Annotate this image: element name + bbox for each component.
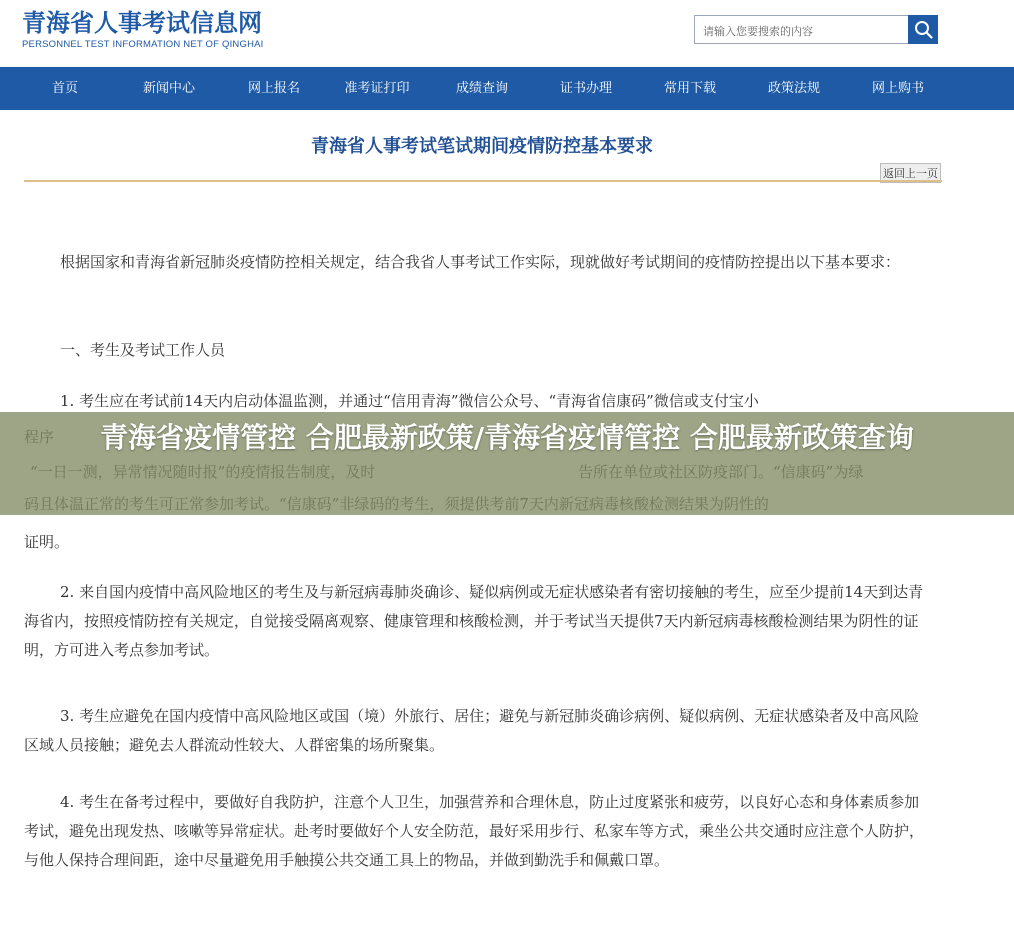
nav-item-news[interactable]: 新闻中心 xyxy=(142,81,195,96)
paragraph-3: 3. 考生应避免在国内疫情中高风险地区或国（境）外旅行、居住；避免与新冠肺炎确诊病例、疑似病例、无症状感染者及中高风险区域人员接触；避免去人群流动性较大、人群密集的场所聚集。 xyxy=(24,707,920,754)
search-icon xyxy=(914,20,933,39)
title-divider xyxy=(24,180,942,182)
paragraph-1-line-5: 证明。 xyxy=(24,533,70,551)
article-title: 青海省人事考试笔试期间疫情防控基本要求 xyxy=(311,136,653,157)
site-header xyxy=(0,0,1014,66)
paragraph-4: 4. 考生在备考过程中，要做好自我防护，注意个人卫生，加强营养和合理休息，防止过度紧张和疲劳，以良好心态和身体素质参加考试，避免出现发热、咳嗽等异常症状。赴考时要做好个人安全防范，最好采用步行、私家车等方式，乘坐公共交通时应注意个人防护，与他人保持合理间距，途中尽量避免用手触摸公共交通工具上的物品，并做到勤洗手和佩戴口罩。 xyxy=(24,793,925,869)
back-button[interactable]: 返回上一页 xyxy=(880,163,941,183)
site-logo[interactable] xyxy=(22,9,264,50)
paragraph-1-line-1: 1. 考生应在考试前14天内启动体温监测，并通过“信用青海”微信公众号、“青海省信康码”微信或支付宝小 xyxy=(60,392,759,410)
section-heading: 一、考生及考试工作人员 xyxy=(60,341,226,359)
logo-subtitle: PERSONNEL TEST INFORMATION NET OF QINGHAI xyxy=(22,39,264,50)
overlay-title: 青海省疫情管控 合肥最新政策/青海省疫情管控 合肥最新政策查询 xyxy=(100,421,914,454)
search-button[interactable] xyxy=(908,15,938,44)
paragraph-2: 2. 来自国内疫情中高风险地区的考生及与新冠病毒肺炎确诊、疑似病例或无症状感染者有密切接触的考生，应至少提前14天到达青海省内，按照疫情防控有关规定，自觉接受隔离观察、健康管理和核酸检测，并于考试当天提供7天内新冠病毒核酸检测结果为阴性的证明，方可进入考点参加考试。 xyxy=(24,583,924,659)
nav-item-buy-books[interactable]: 网上购书 xyxy=(871,81,924,96)
main-nav xyxy=(0,67,1014,110)
search-input[interactable]: 请输入您要搜索的内容 xyxy=(694,15,910,44)
nav-item-score-query[interactable]: 成绩查询 xyxy=(455,81,508,96)
nav-item-home[interactable]: 首页 xyxy=(51,81,78,96)
nav-item-downloads[interactable]: 常用下载 xyxy=(663,81,716,96)
logo-title: 青海省人事考试信息网 xyxy=(22,9,262,37)
nav-item-registration[interactable]: 网上报名 xyxy=(247,81,300,96)
paragraph-intro: 根据国家和青海省新冠肺炎疫情防控相关规定，结合我省人事考试工作实际，现就做好考试期间的疫情防控提出以下基本要求： xyxy=(60,253,901,271)
nav-item-policies[interactable]: 政策法规 xyxy=(767,81,820,96)
nav-item-admission-ticket[interactable]: 准考证打印 xyxy=(344,81,410,96)
nav-item-certificate[interactable]: 证书办理 xyxy=(559,81,612,96)
